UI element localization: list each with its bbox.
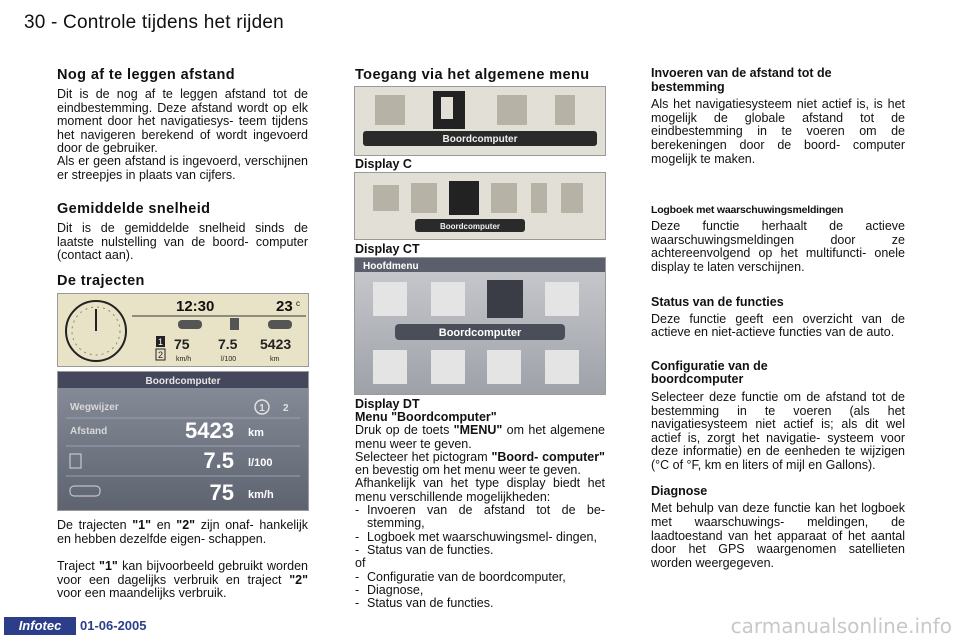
trip-computer-icon-inner — [441, 97, 453, 119]
display-dt-screen — [354, 257, 606, 395]
trips-text-1 — [57, 519, 308, 546]
trip-1-label: 1 — [158, 337, 164, 347]
section-title-diagnose: Diagnose — [651, 484, 708, 499]
dt-settings-icon — [431, 350, 465, 384]
trips-text-1-d: "2" — [176, 518, 196, 532]
ct-settings-icon — [491, 183, 517, 213]
trip-1-option: 1 — [259, 403, 265, 414]
display-ct-screen — [354, 172, 606, 240]
dt-warning-icon — [373, 350, 407, 384]
trips-text-2-a: Traject — [57, 559, 100, 573]
remaining-distance-text-1: Dit is de nog af te leggen afstand tot de eindbestemming. Deze afstand wordt op elk moment door het navigatiesys- teem tijdens het navigeren berekend of wordt ingevoerd door de gebruiker. — [57, 87, 308, 156]
trips-text-1-c: en — [151, 518, 177, 532]
ct-audio-icon — [411, 183, 437, 213]
infotec-logo: Infotec — [4, 617, 76, 635]
trip-computer-color-display — [57, 371, 309, 511]
trips-text-2 — [57, 560, 308, 601]
list-item: - Status van de functies. — [355, 597, 605, 610]
menu-step-2-c: en bevestig om het menu weer te geven. — [355, 463, 581, 478]
section-title-function-status: Status van de functies — [651, 294, 784, 309]
section-title-warning-log: Logboek met waarschuwingsmeldingen — [651, 204, 844, 217]
section-title-average-speed: Gemiddelde snelheid — [57, 201, 211, 217]
lcd-consumption-unit: l/100 — [221, 356, 237, 363]
dt-audio-icon — [431, 282, 465, 316]
trips-text-1-e: zijn onaf- hankelijk en hebben dezelfde eigen- schappen. — [57, 518, 308, 546]
row-afstand-unit: km — [248, 427, 264, 439]
display-c-graphic — [355, 87, 605, 155]
menu-step-1-c: om het algemene menu weer te geven. — [355, 423, 605, 451]
settings-icon — [497, 95, 527, 125]
menu-step-2 — [355, 451, 605, 478]
trips-text-2-d: "2" — [289, 572, 308, 587]
dt-navigation-icon — [373, 282, 407, 316]
diagnose-text: Met behulp van deze functie kan het logboek met waarschuwings- meldingen, de laadtoestand van het apparaat of het aantal door het GPS waargenomen satellieten worden weergegeven. — [651, 501, 905, 570]
display-title: Boordcomputer — [145, 376, 221, 387]
column-3 — [651, 67, 905, 570]
row-afstand-label: Afstand — [70, 426, 108, 437]
trip-2-option: 2 — [283, 403, 289, 414]
lcd-temperature-unit: c — [296, 299, 300, 308]
row-afstand-value: 5423 — [185, 418, 234, 443]
display-c-label: Boordcomputer — [442, 134, 518, 145]
watermark: carmanualsonline.info — [730, 614, 952, 638]
ct-trip-computer-icon — [449, 181, 479, 215]
average-speed-text: Dit is de gemiddelde snelheid sinds de laatste nulstelling van de boord- computer (contact aan). — [57, 221, 308, 263]
page-title: 30 - Controle tijdens het rijden — [24, 12, 284, 33]
list-item: - Diagnose, — [355, 584, 605, 597]
section-title-menu-access: Toegang via het algemene menu — [355, 67, 590, 83]
menu-step-1 — [355, 424, 605, 451]
section-title-configuration: Configuratie van de boordcomputer — [651, 358, 768, 387]
list-item: - Logboek met waarschuwingsmel- dingen, — [355, 531, 605, 544]
dt-phone-icon — [545, 350, 579, 384]
car-distance-icon — [268, 320, 292, 329]
caption-display-ct: Display CT — [355, 242, 420, 256]
menu-step-3: Afhankelijk van het type display biedt het menu verschillende mogelijkheden: — [355, 476, 605, 504]
menu-options-list-1 — [355, 504, 605, 557]
warning-log-text: Deze functie herhaalt de actieve waarschuwingsmeldingen door ze achtereenvolgend op het multifuncti- onele display te laten verschijnen. — [651, 219, 905, 274]
trips-text-1-a: De trajecten — [57, 518, 133, 532]
color-display-graphic — [58, 372, 308, 510]
trips-text-2-b: "1" — [99, 559, 118, 573]
caption-display-dt: Display DT — [355, 397, 420, 411]
menu-step-1-b: "MENU" — [453, 423, 503, 438]
enter-distance-text: Als het navigatiesysteem niet actief is, is het mogelijk de globale afstand tot de eindbestemming in te voeren om de berekeningen door de boord- computer mogelijk te maken. — [651, 97, 905, 166]
remaining-distance-text-2: Als er geen afstand is ingevoerd, verschijnen er streepjes in plaats van cijfers. — [57, 154, 308, 182]
fuel-icon — [230, 318, 239, 330]
lcd-display-graphic — [58, 294, 308, 366]
display-dt-graphic — [355, 258, 605, 394]
navigation-icon — [375, 95, 405, 125]
ct-navigation-icon — [373, 185, 399, 211]
menu-step-1-a: Druk op de toets — [355, 423, 454, 438]
fuel-pump-icon — [70, 454, 81, 468]
caption-display-c: Display C — [355, 157, 412, 171]
section-title-trips: De trajecten — [57, 273, 145, 289]
menu-title: Menu "Boordcomputer" — [355, 410, 497, 424]
dt-trip-computer-icon — [487, 280, 523, 318]
lcd-distance-unit: km — [270, 356, 280, 363]
list-item: - Status van de functies. — [355, 544, 605, 557]
trips-text-2-c: kan bijvoorbeeld gebruikt worden voor een dagelijks verbruik en traject — [57, 559, 309, 587]
footer-date: 01-06-2005 — [80, 618, 147, 633]
menu-or: of — [355, 556, 366, 571]
ct-config-icon — [561, 183, 583, 213]
lcd-time: 12:30 — [176, 298, 215, 315]
row-consumption-unit: l/100 — [248, 457, 273, 469]
dt-title: Hoofdmenu — [363, 261, 419, 272]
list-item: - Configuratie van de boordcomputer, — [355, 571, 605, 584]
menu-step-2-a: Selecteer het pictogram — [355, 449, 492, 464]
dt-map-icon — [487, 350, 521, 384]
trips-text-1-b: "1" — [132, 518, 152, 532]
phone-icon — [555, 95, 575, 125]
car-speed-icon — [178, 320, 202, 329]
section-title-enter-distance: Invoeren van de afstand tot de bestemming — [651, 66, 832, 94]
display-c-screen — [354, 86, 606, 156]
lcd-distance-value: 5423 — [260, 336, 292, 352]
ct-phone-icon — [531, 183, 547, 213]
lcd-speed-unit: km/h — [176, 356, 192, 363]
section-title-remaining-distance: Nog af te leggen afstand — [57, 67, 235, 83]
trip-computer-lcd-display — [57, 293, 309, 367]
list-item: - Invoeren van de afstand tot de be- stemming, — [355, 504, 605, 531]
row-speed-unit: km/h — [248, 489, 274, 501]
configuration-text: Selecteer deze functie om de afstand tot de bestemming in te voeren (als het navigatiesysteem niet actief is; als dit wel actief is, zorgt het navigatie- systeem voor deze informatie) en de eenheden te wijzigen (°C of °F, km en liters of mijl en Gallons). — [651, 389, 905, 472]
lcd-consumption-value: 7.5 — [218, 336, 238, 352]
function-status-text: Deze functie geeft een overzicht van de actieve en niet-actieve functies van de auto. — [651, 311, 905, 340]
menu-options-list-2 — [355, 571, 605, 611]
dt-label: Boordcomputer — [438, 327, 522, 339]
lcd-speed-value: 75 — [174, 336, 190, 352]
trip-2-label: 2 — [158, 350, 164, 360]
menu-step-2-b: "Boord- computer" — [491, 449, 605, 464]
trips-text-2-e: voor een maandelijks verbruik. — [57, 586, 227, 601]
display-ct-graphic — [355, 173, 605, 239]
menu-instructions — [355, 411, 605, 610]
row-wegwijzer-label: Wegwijzer — [70, 402, 119, 413]
row-consumption-value: 7.5 — [203, 448, 234, 473]
car-icon — [70, 486, 100, 496]
lcd-temperature: 23 — [276, 298, 293, 315]
row-speed-value: 75 — [209, 480, 234, 505]
display-ct-label: Boordcomputer — [440, 222, 500, 231]
dt-notepad-icon — [545, 282, 579, 316]
